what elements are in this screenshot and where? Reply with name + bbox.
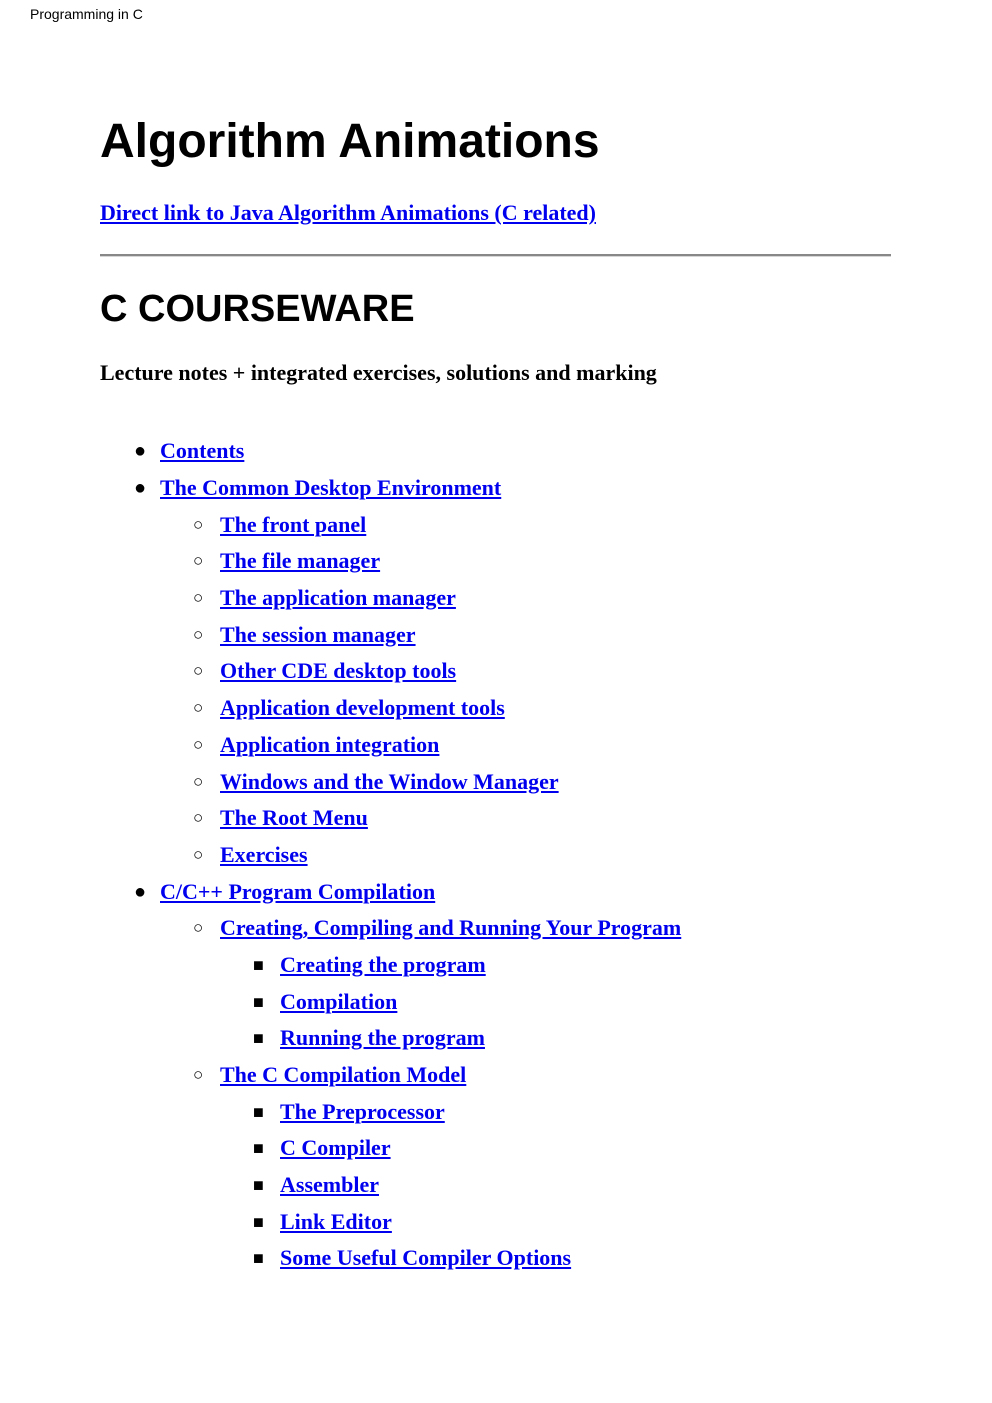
- toc-item: [100, 873, 681, 910]
- toc-link[interactable]: Application integration: [220, 731, 440, 757]
- toc-link[interactable]: Link Editor: [280, 1208, 392, 1234]
- toc-link[interactable]: Creating, Compiling and Running Your Program: [220, 915, 682, 941]
- hollow-circle-bullet-icon: ○: [193, 808, 204, 828]
- toc-item: [100, 947, 681, 984]
- toc-link[interactable]: Application development tools: [220, 695, 505, 721]
- hollow-circle-bullet-icon: ○: [193, 771, 204, 791]
- hollow-circle-bullet-icon: ○: [193, 1065, 204, 1085]
- java-animations-link[interactable]: Direct link to Java Algorithm Animations (C related): [100, 200, 596, 225]
- toc-link[interactable]: Some Useful Compiler Options: [280, 1245, 572, 1271]
- toc-item: [100, 763, 681, 800]
- toc-item: [100, 800, 681, 837]
- square-bullet-icon: ■: [253, 954, 264, 975]
- filled-circle-bullet-icon: ●: [134, 440, 147, 463]
- toc-item: [100, 433, 681, 470]
- page-title: Algorithm Animations: [100, 115, 600, 168]
- toc-item: [100, 690, 681, 727]
- square-bullet-icon: ■: [253, 991, 264, 1012]
- hollow-circle-bullet-icon: ○: [193, 698, 204, 718]
- toc-item: [100, 653, 681, 690]
- hollow-circle-bullet-icon: ○: [193, 551, 204, 571]
- toc-link[interactable]: Assembler: [280, 1172, 379, 1198]
- toc-link[interactable]: Contents: [160, 438, 245, 464]
- toc-link[interactable]: Exercises: [220, 841, 308, 867]
- toc-item: [100, 1093, 681, 1130]
- toc-item: [100, 983, 681, 1020]
- filled-circle-bullet-icon: ●: [134, 880, 147, 903]
- toc-link[interactable]: Creating the program: [280, 951, 486, 977]
- square-bullet-icon: ■: [253, 1138, 264, 1159]
- horizontal-rule: [100, 254, 891, 257]
- toc-item: [100, 543, 681, 580]
- hollow-circle-bullet-icon: ○: [193, 661, 204, 681]
- toc-link[interactable]: The Common Desktop Environment: [160, 475, 502, 501]
- toc-link[interactable]: The front panel: [220, 511, 367, 537]
- toc-item: [100, 1057, 681, 1094]
- toc-link[interactable]: Running the program: [280, 1025, 485, 1051]
- toc-link[interactable]: Compilation: [280, 988, 398, 1014]
- square-bullet-icon: ■: [253, 1028, 264, 1049]
- toc-link[interactable]: C Compiler: [280, 1135, 391, 1161]
- toc-link[interactable]: Other CDE desktop tools: [220, 658, 457, 684]
- section-subtitle: Lecture notes + integrated exercises, solutions and marking: [100, 360, 657, 385]
- square-bullet-icon: ■: [253, 1211, 264, 1232]
- toc-item: [100, 470, 681, 507]
- toc-item: [100, 1130, 681, 1167]
- hollow-circle-bullet-icon: ○: [193, 918, 204, 938]
- toc-item: [100, 727, 681, 764]
- toc-item: [100, 837, 681, 874]
- toc-item: [100, 1167, 681, 1204]
- square-bullet-icon: ■: [253, 1175, 264, 1196]
- toc-item: [100, 1240, 681, 1277]
- hollow-circle-bullet-icon: ○: [193, 514, 204, 534]
- toc-link[interactable]: The session manager: [220, 621, 416, 647]
- square-bullet-icon: ■: [253, 1101, 264, 1122]
- hollow-circle-bullet-icon: ○: [193, 734, 204, 754]
- hollow-circle-bullet-icon: ○: [193, 844, 204, 864]
- toc-link[interactable]: C/C++ Program Compilation: [160, 878, 436, 904]
- toc-item: [100, 616, 681, 653]
- toc-link[interactable]: The Preprocessor: [280, 1098, 445, 1124]
- toc-item: [100, 1203, 681, 1240]
- toc-item: [100, 1020, 681, 1057]
- toc-item: [100, 910, 681, 947]
- square-bullet-icon: ■: [253, 1248, 264, 1269]
- toc-link[interactable]: The application manager: [220, 585, 456, 611]
- toc-link[interactable]: The Root Menu: [220, 805, 368, 831]
- hollow-circle-bullet-icon: ○: [193, 624, 204, 644]
- running-header: Programming in C: [30, 6, 143, 22]
- toc-link[interactable]: The C Compilation Model: [220, 1062, 467, 1088]
- toc-item: [100, 506, 681, 543]
- table-of-contents: [100, 433, 681, 1277]
- section-title: C COURSEWARE: [100, 288, 415, 330]
- toc-link[interactable]: The file manager: [220, 548, 381, 574]
- toc-item: [100, 580, 681, 617]
- hollow-circle-bullet-icon: ○: [193, 588, 204, 608]
- filled-circle-bullet-icon: ●: [134, 477, 147, 500]
- toc-link[interactable]: Windows and the Window Manager: [220, 768, 559, 794]
